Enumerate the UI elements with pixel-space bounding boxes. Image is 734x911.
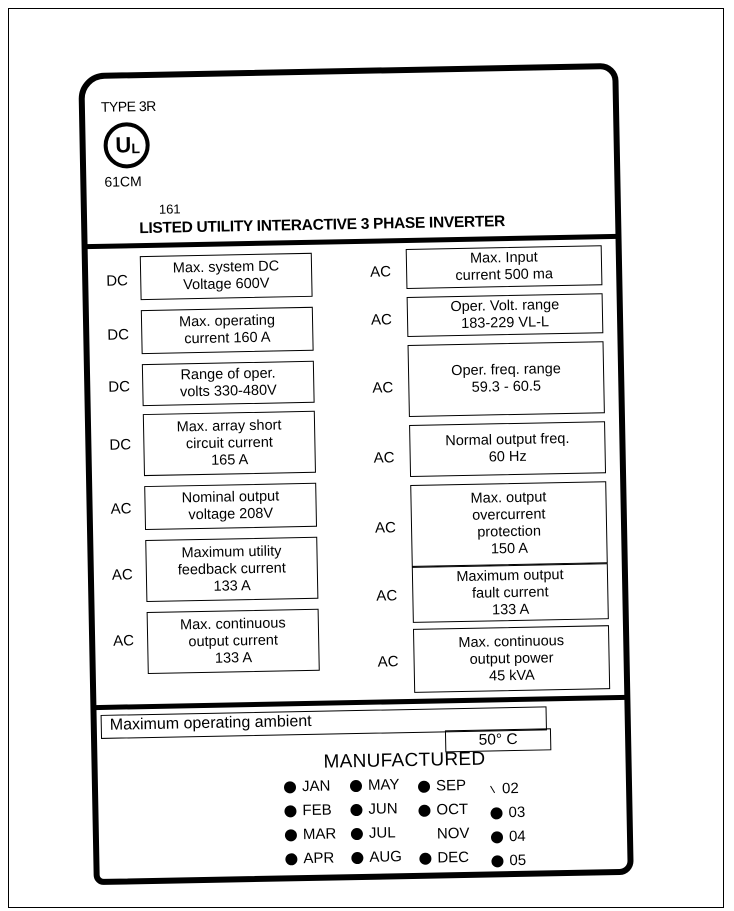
- listing-number: 161: [158, 201, 181, 217]
- spec-type-label: AC: [373, 449, 395, 467]
- marked-dot-icon: [284, 781, 296, 793]
- ul-logo-icon: U L: [103, 122, 150, 169]
- spec-box: Maximum utility feedback current 133 A: [145, 537, 318, 602]
- month-jun: JUN: [350, 800, 397, 818]
- marked-dot-icon: [350, 803, 362, 815]
- spec-box: Max. continuous output power 45 kVA: [413, 625, 610, 693]
- year-02: 02: [492, 780, 519, 798]
- plate-header: [84, 69, 615, 244]
- spec-box: Oper. Volt. range 183-229 VL-L: [407, 293, 604, 337]
- spec-box: Max. output overcurrent protection 150 A: [410, 481, 608, 567]
- spec-box: Max. system DC Voltage 600V: [140, 253, 313, 300]
- spec-box: Range of oper. volts 330-480V: [142, 361, 315, 406]
- spec-type-label: AC: [110, 500, 132, 518]
- ambient-value-box: 50° C: [445, 728, 551, 752]
- spec-type-label: DC: [107, 326, 130, 344]
- spec-box: Nominal output voltage 208V: [144, 483, 317, 530]
- marked-dot-icon: [491, 831, 503, 843]
- year-05: 05: [491, 852, 526, 870]
- year-03: 03: [490, 804, 525, 822]
- marked-dot-icon: [284, 805, 296, 817]
- listing-code: 61CM: [104, 173, 142, 190]
- enclosure-type: TYPE 3R: [100, 97, 156, 115]
- spec-type-label: AC: [376, 587, 398, 605]
- marked-dot-icon: [351, 827, 363, 839]
- spec-type-label: DC: [109, 436, 132, 454]
- month-oct: OCT: [418, 801, 468, 819]
- marked-dot-icon: [285, 829, 297, 841]
- plate-title: LISTED UTILITY INTERACTIVE 3 PHASE INVERTER: [139, 213, 506, 238]
- spec-box: Maximum output fault current 133 A: [412, 563, 609, 623]
- marked-dot-icon: [419, 852, 431, 864]
- marked-dot-icon: [350, 779, 362, 791]
- spec-box: Normal output freq. 60 Hz: [409, 421, 606, 477]
- manufacture-date-grid: [284, 773, 546, 878]
- spec-box: Max. array short circuit current 165 A: [143, 411, 316, 476]
- spec-type-label: AC: [369, 263, 392, 281]
- ambient-label: Maximum operating ambient: [109, 712, 312, 734]
- spec-type-label: AC: [374, 519, 397, 537]
- spec-type-label: AC: [370, 311, 393, 329]
- year-04: 04: [491, 828, 526, 846]
- spec-type-label: AC: [111, 566, 133, 584]
- month-mar: MAR: [285, 825, 337, 843]
- month-feb: FEB: [284, 802, 332, 820]
- month-dec: DEC: [419, 849, 469, 867]
- month-apr: APR: [285, 849, 334, 867]
- rating-plate: [78, 63, 633, 885]
- spec-type-label: AC: [377, 653, 399, 671]
- month-jul: JUL: [351, 824, 396, 842]
- spec-type-label: AC: [113, 632, 135, 650]
- month-sep: SEP: [418, 777, 466, 795]
- footer-divider: [94, 695, 626, 710]
- tick-mark-icon: [490, 785, 495, 792]
- marked-dot-icon: [490, 807, 502, 819]
- spec-box: Max. operating current 160 A: [141, 307, 314, 354]
- spec-type-label: DC: [106, 272, 129, 290]
- manufactured-heading: MANUFACTURED: [323, 748, 486, 773]
- marked-dot-icon: [285, 853, 297, 865]
- spec-box: Oper. freq. range 59.3 - 60.5: [408, 341, 605, 417]
- month-aug: AUG: [351, 848, 402, 866]
- marked-dot-icon: [351, 851, 363, 863]
- marked-dot-icon: [418, 804, 430, 816]
- month-jan: JAN: [284, 778, 331, 796]
- spec-box: Max. continuous output current 133 A: [147, 609, 320, 674]
- spec-type-label: AC: [372, 379, 394, 397]
- marked-dot-icon: [418, 780, 430, 792]
- spec-box: Max. Input current 500 ma: [406, 245, 603, 289]
- spec-type-label: DC: [108, 378, 131, 396]
- month-nov: NOV: [436, 824, 470, 843]
- month-may: MAY: [350, 776, 400, 794]
- marked-dot-icon: [491, 855, 503, 867]
